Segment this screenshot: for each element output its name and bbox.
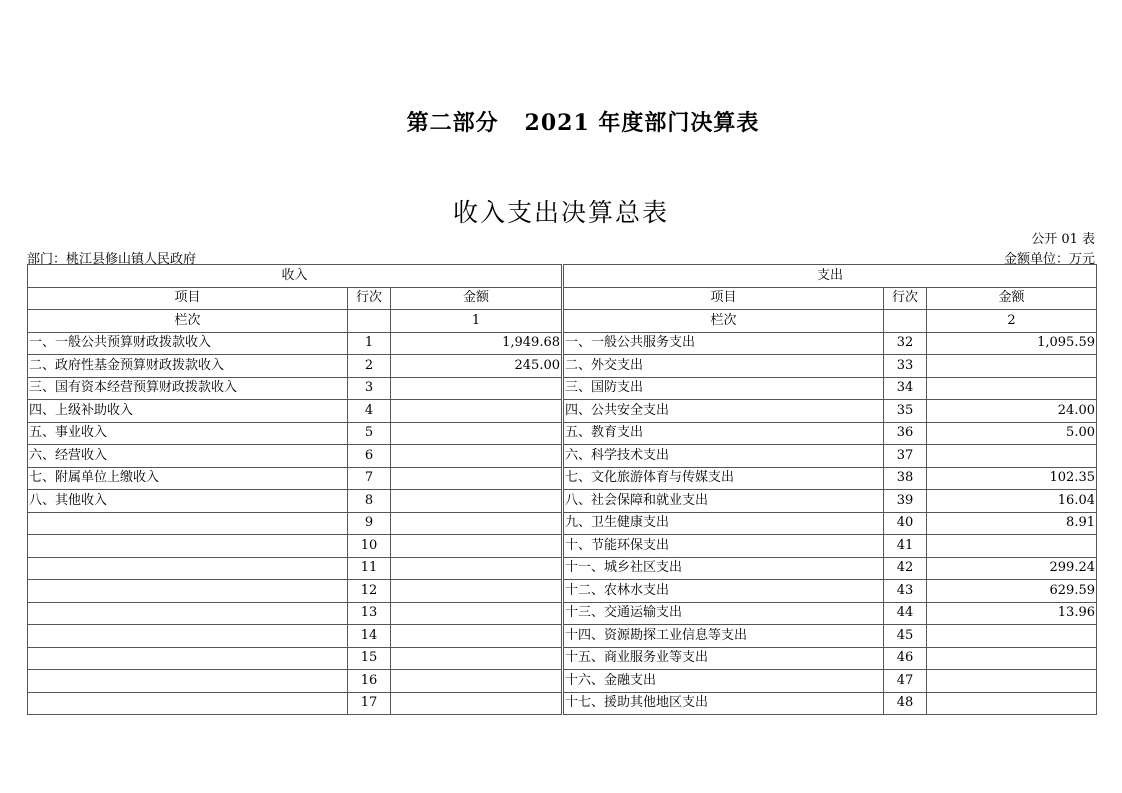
income-amount-cell: 1,949.68 [391,332,562,355]
income-line-cell: 1 [348,332,391,355]
table-row [28,512,1097,535]
income-line-cell: 10 [348,535,391,558]
expense-line-cell: 41 [884,535,927,558]
expense-line-cell: 35 [884,400,927,423]
income-item-cell [28,580,348,603]
expense-item-cell: 十六、金融支出 [564,670,884,693]
table-row [28,692,1097,715]
table-row [28,580,1097,603]
income-column-label: 栏次 [28,310,348,333]
income-amount-cell [391,377,562,400]
income-amount-header: 金额 [391,287,562,310]
expense-item-cell: 九、卫生健康支出 [564,512,884,535]
expense-item-cell: 三、国防支出 [564,377,884,400]
expense-item-cell: 一、一般公共服务支出 [564,332,884,355]
expense-amount-cell: 8.91 [927,512,1097,535]
column-header-row [28,287,1097,310]
expense-amount-cell: 1,095.59 [927,332,1097,355]
section-header-row [28,265,1097,288]
income-line-cell: 12 [348,580,391,603]
income-amount-cell [391,647,562,670]
expense-amount-cell [927,625,1097,648]
expense-amount-cell [927,670,1097,693]
expense-line-cell: 42 [884,557,927,580]
income-item-cell: 二、政府性基金预算财政拨款收入 [28,355,348,378]
expense-amount-cell [927,355,1097,378]
expense-item-cell: 十五、商业服务业等支出 [564,647,884,670]
income-line-header: 行次 [348,287,391,310]
expense-item-cell: 二、外交支出 [564,355,884,378]
expense-line-cell: 43 [884,580,927,603]
expense-amount-header: 金额 [927,287,1097,310]
table-row [28,557,1097,580]
expense-line-header: 行次 [884,287,927,310]
income-item-header: 项目 [28,287,348,310]
expense-amount-cell [927,535,1097,558]
expense-item-cell: 五、教育支出 [564,422,884,445]
expense-item-cell: 十一、城乡社区支出 [564,557,884,580]
income-amount-cell [391,580,562,603]
expense-amount-cell [927,377,1097,400]
expense-item-cell: 十四、资源勘探工业信息等支出 [564,625,884,648]
part-title: 第二部分 2021 年度部门决算表 [406,110,760,136]
income-line-cell: 5 [348,422,391,445]
expense-item-cell: 十三、交通运输支出 [564,602,884,625]
table-row [28,647,1097,670]
expense-item-cell: 十二、农林水支出 [564,580,884,603]
income-line-cell: 8 [348,490,391,513]
table-row [28,602,1097,625]
expense-line-cell: 47 [884,670,927,693]
expense-amount-cell [927,647,1097,670]
income-amount-cell: 245.00 [391,355,562,378]
table-row [28,422,1097,445]
income-line-cell: 9 [348,512,391,535]
income-item-cell [28,535,348,558]
table-row [28,535,1097,558]
income-line-cell: 11 [348,557,391,580]
expense-line-cell: 36 [884,422,927,445]
department-label: 部门：桃江县修山镇人民政府 [27,252,197,267]
income-amount-cell [391,670,562,693]
table-row [28,625,1097,648]
expense-amount-cell: 102.35 [927,467,1097,490]
income-item-cell: 一、一般公共预算财政拨款收入 [28,332,348,355]
expense-amount-cell [927,692,1097,715]
income-amount-cell [391,512,562,535]
income-amount-cell [391,535,562,558]
expense-item-header: 项目 [564,287,884,310]
income-amount-cell [391,467,562,490]
amount-unit-label: 金额单位：万元 [1003,252,1095,267]
expense-item-cell: 四、公共安全支出 [564,400,884,423]
form-number: 公开 01 表 [1031,232,1095,247]
expense-item-cell: 八、社会保障和就业支出 [564,490,884,513]
income-item-cell [28,692,348,715]
expense-line-cell: 34 [884,377,927,400]
expense-line-cell: 45 [884,625,927,648]
expense-item-cell: 七、文化旅游体育与传媒支出 [564,467,884,490]
expense-amount-cell: 5.00 [927,422,1097,445]
income-item-cell: 六、经营收入 [28,445,348,468]
income-line-cell: 4 [348,400,391,423]
income-item-cell [28,512,348,535]
income-amount-cell [391,445,562,468]
income-amount-cell [391,490,562,513]
income-item-cell: 四、上级补助收入 [28,400,348,423]
expense-amount-cell: 629.59 [927,580,1097,603]
income-item-cell: 七、附属单位上缴收入 [28,467,348,490]
income-line-cell: 6 [348,445,391,468]
expense-column-number: 2 [927,310,1097,333]
income-line-cell: 2 [348,355,391,378]
table-row [28,332,1097,355]
table-row [28,445,1097,468]
income-amount-cell [391,557,562,580]
income-line-cell: 13 [348,602,391,625]
expense-column-label: 栏次 [564,310,884,333]
income-item-cell [28,670,348,693]
expense-item-cell: 六、科学技术支出 [564,445,884,468]
expense-line-cell: 32 [884,332,927,355]
expense-line-cell: 44 [884,602,927,625]
income-item-cell: 五、事业收入 [28,422,348,445]
column-number-row [28,310,1097,333]
expense-amount-cell [927,445,1097,468]
income-item-cell: 八、其他收入 [28,490,348,513]
expense-line-cell: 48 [884,692,927,715]
income-item-cell [28,647,348,670]
expense-item-cell: 十、节能环保支出 [564,535,884,558]
expense-line-cell: 39 [884,490,927,513]
income-expense-table [27,264,1097,715]
expense-amount-cell: 13.96 [927,602,1097,625]
income-line-cell: 16 [348,670,391,693]
table-row [28,467,1097,490]
income-amount-cell [391,400,562,423]
income-amount-cell [391,602,562,625]
expense-amount-cell: 24.00 [927,400,1097,423]
table-row [28,377,1097,400]
expense-line-cell: 38 [884,467,927,490]
income-line-cell: 17 [348,692,391,715]
income-line-cell: 7 [348,467,391,490]
income-line-cell: 3 [348,377,391,400]
expense-amount-cell: 299.24 [927,557,1097,580]
income-amount-cell [391,625,562,648]
table-title: 收入支出决算总表 [452,198,669,227]
table-row [28,490,1097,513]
expense-item-cell: 十七、援助其他地区支出 [564,692,884,715]
expense-line-cell: 37 [884,445,927,468]
income-column-number: 1 [391,310,562,333]
income-item-cell [28,602,348,625]
income-item-cell: 三、国有资本经营预算财政拨款收入 [28,377,348,400]
expense-amount-cell: 16.04 [927,490,1097,513]
income-line-cell: 14 [348,625,391,648]
income-amount-cell [391,422,562,445]
income-section-header: 收入 [28,265,562,288]
table-row [28,355,1097,378]
expense-line-cell: 33 [884,355,927,378]
income-amount-cell [391,692,562,715]
table-row [28,400,1097,423]
expense-section-header: 支出 [564,265,1097,288]
expense-line-cell: 46 [884,647,927,670]
expense-line-cell: 40 [884,512,927,535]
income-item-cell [28,625,348,648]
income-line-cell: 15 [348,647,391,670]
table-row [28,670,1097,693]
income-item-cell [28,557,348,580]
